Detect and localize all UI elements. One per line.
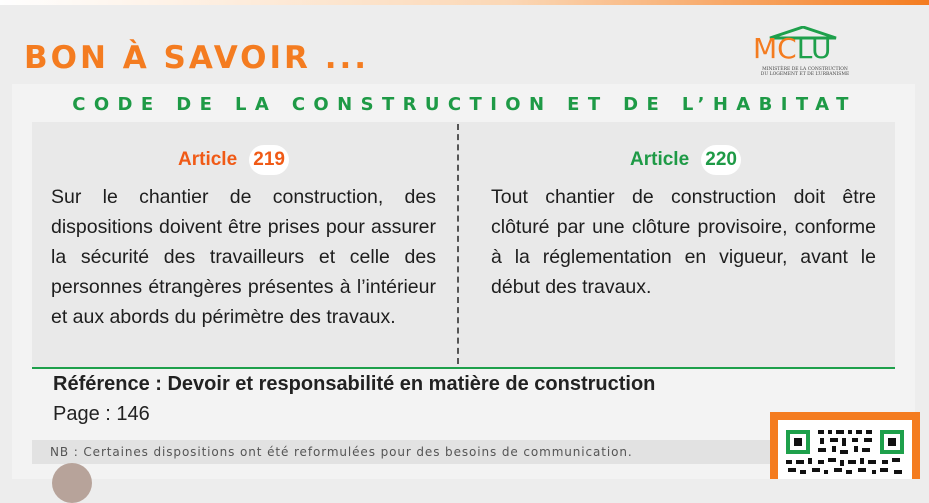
avatar — [52, 463, 92, 503]
reference-page: Page : 146 — [53, 403, 150, 425]
article-219-heading — [178, 145, 289, 175]
article-number-badge: 220 — [701, 145, 741, 175]
article-219-text: Sur le chantier de construction, des dispositions doivent être prises pour assurer la sécurité des travailleurs et celle des personnes étrangères présentes à l’intérieur et aux abords du périmètre des travaux. — [51, 186, 436, 328]
page-title: BON À SAVOIR ... — [24, 40, 370, 76]
note-text: NB : Certaines dispositions ont été reformulées pour des besoins de communication. — [50, 445, 633, 459]
article-label: Article — [178, 149, 238, 170]
column-divider — [457, 124, 459, 364]
article-number-badge: 219 — [249, 145, 289, 175]
article-220-text: Tout chantier de construction doit être clôturé par une clôture provisoire, conforme à la réglementation en vigueur, avant le début des travaux. — [491, 186, 876, 298]
qr-code-frame — [770, 412, 920, 479]
logo-letters-lu: LU — [796, 32, 832, 65]
article-label: Article — [630, 149, 690, 170]
qr-code-icon[interactable] — [778, 420, 912, 479]
green-separator — [32, 367, 895, 369]
reference-title: Référence : Devoir et responsabilité en matière de construction — [53, 373, 656, 395]
logo-letter-m: M — [753, 32, 778, 65]
article-220-heading — [630, 145, 741, 175]
logo-letter-c: C — [777, 32, 797, 65]
mclu-logo — [748, 26, 858, 82]
section-subtitle: CODE DE LA CONSTRUCTION ET DE L’HABITAT — [72, 94, 857, 115]
top-accent-bar — [0, 0, 929, 5]
logo-tagline: MINISTÈRE DE LA CONSTRUCTION DU LOGEMENT ET DE L’URBANISME — [760, 67, 850, 77]
